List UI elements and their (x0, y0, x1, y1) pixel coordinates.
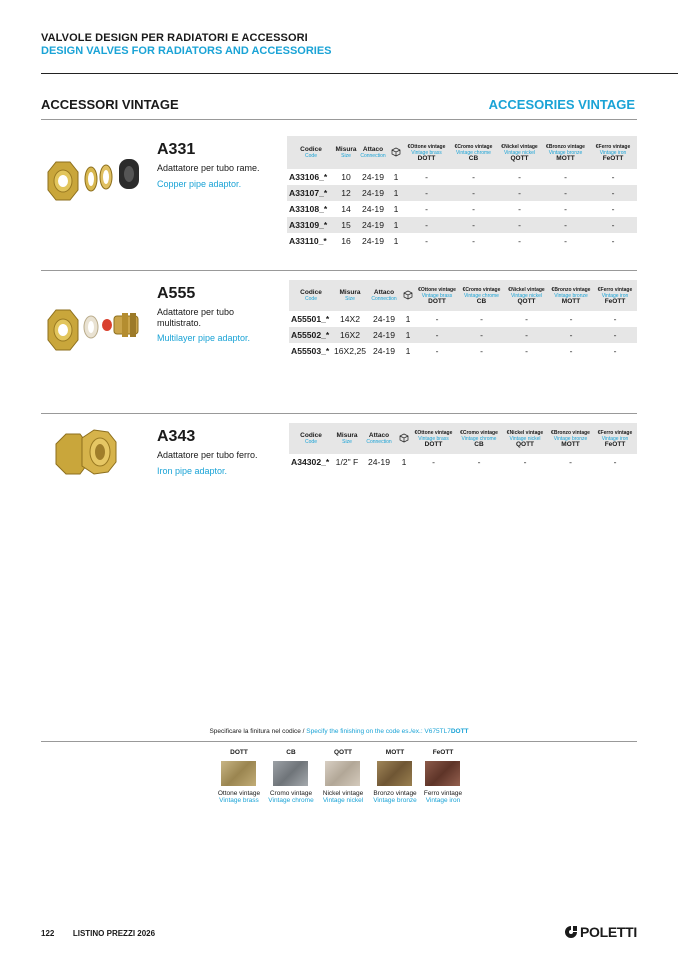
col-connection: Attaco Connection (361, 423, 397, 454)
table-header-row (287, 136, 637, 169)
footer-title: LISTINO PREZZI 2026 (72, 929, 156, 938)
col-finish-cb: €Cromo vintage Vintage chrome CB (459, 280, 504, 311)
finish-swatch-qott: QOTT Nickel vintage Vintage nickel (322, 749, 364, 804)
table-row: A33108_* 14 24-19 1 - - - - - (289, 204, 615, 214)
col-finish-dott: €Ottone vintage Vintage brass DOTT (415, 280, 459, 311)
product-image-a343 (52, 428, 120, 485)
product-image-a555 (44, 298, 149, 365)
col-connection: Attaco Connection (357, 136, 389, 169)
table-header-row (289, 423, 637, 454)
price-table-a555 (289, 280, 637, 359)
col-size: Misura Size (335, 136, 357, 169)
finish-swatches (211, 749, 471, 809)
finish-swatch-cb: CB Cromo vintage Vintage chrome (268, 749, 314, 804)
section-divider (41, 119, 637, 120)
col-finish-mott: €Bronzo vintage Vintage bronze MOTT (548, 423, 593, 454)
col-finish-cb: €Cromo vintage Vintage chrome CB (450, 136, 497, 169)
col-finish-dott: €Ottone vintage Vintage brass DOTT (411, 423, 456, 454)
header-title-it: VALVOLE DESIGN PER RADIATORI E ACCESSORI (41, 32, 308, 44)
table-row: A55501_* 14X2 24-19 1 - - - - - (291, 314, 617, 324)
finish-note: Specificare la finitura nel codice / Specify the finishing on the code es./ex.: V675TL7DOTT (209, 728, 469, 735)
col-size: Misura Size (333, 280, 367, 311)
footer-info (41, 929, 155, 938)
product-image-a331 (44, 150, 149, 215)
table-row: A55502_* 16X2 24-19 1 - - - - - (289, 327, 637, 343)
col-finish-mott: €Bronzo vintage Vintage bronze MOTT (549, 280, 593, 311)
product-desc-it-a331: Adattatore per tubo rame. (157, 163, 260, 173)
col-finish-qott: €Nickel vintage Vintage nickel QOTT (497, 136, 542, 169)
finish-swatch-feott: FeOTT Ferro vintage Vintage iron (423, 749, 463, 804)
col-code: Codice Code (289, 423, 333, 454)
product-divider (41, 270, 637, 271)
col-finish-qott: €Nickel vintage Vintage nickel QOTT (502, 423, 548, 454)
table-row: A33107_* 12 24-19 1 - - - - - (287, 185, 637, 201)
table-row: A33106_* 10 24-19 1 - - - - - (289, 172, 615, 182)
table-row: A33110_* 16 24-19 1 - - - - - (289, 236, 615, 246)
product-desc-it-a343: Adattatore per tubo ferro. (157, 450, 258, 460)
header-title-en: DESIGN VALVES FOR RADIATORS AND ACCESSORIES (41, 45, 332, 57)
col-size: Misura Size (333, 423, 361, 454)
packaging-icon (401, 280, 415, 311)
product-divider (41, 413, 637, 414)
header-divider (41, 73, 678, 74)
table-row: A33109_* 15 24-19 1 - - - - - (287, 217, 637, 233)
col-connection: Attaco Connection (367, 280, 401, 311)
page-number: 122 (41, 929, 55, 938)
price-table-a331 (287, 136, 637, 249)
section-title-en: ACCESORIES VINTAGE (488, 97, 635, 112)
packaging-icon (389, 136, 403, 169)
product-desc-en-a331: Copper pipe adaptor. (157, 179, 242, 189)
col-finish-qott: €Nickel vintage Vintage nickel QOTT (504, 280, 549, 311)
finish-swatch-dott: DOTT Ottone vintage Vintage brass (217, 749, 261, 804)
col-finish-cb: €Cromo vintage Vintage chrome CB (456, 423, 502, 454)
col-code: Codice Code (287, 136, 335, 169)
product-desc-it-a555: Adattatore per tubo multistrato. (157, 307, 235, 328)
product-code-a555: A555 (157, 285, 196, 302)
col-finish-feott: €Ferro vintage Vintage iron FeOTT (589, 136, 637, 169)
table-row: A34302_* 1/2" F 24-19 1 - - - - - (291, 457, 617, 467)
product-code-a343: A343 (157, 428, 196, 445)
product-desc-en-a555: Multilayer pipe adaptor. (157, 333, 251, 343)
col-finish-feott: €Ferro vintage Vintage iron FeOTT (593, 423, 637, 454)
section-title-it: ACCESSORI VINTAGE (41, 97, 179, 112)
col-finish-dott: €Ottone vintage Vintage brass DOTT (403, 136, 450, 169)
col-finish-mott: €Bronzo vintage Vintage bronze MOTT (542, 136, 589, 169)
product-code-a331: A331 (157, 141, 196, 158)
brand-logo: POLETTI (564, 924, 637, 942)
price-table-a343 (289, 423, 637, 470)
col-code: Codice Code (289, 280, 333, 311)
table-row: A55503_* 16X2,25 24-19 1 - - - - - (291, 346, 617, 356)
finish-divider (41, 741, 637, 742)
logo-mark-icon (564, 925, 578, 942)
finish-swatch-mott: MOTT Bronzo vintage Vintage bronze (373, 749, 417, 804)
product-desc-en-a343: Iron pipe adaptor. (157, 466, 228, 476)
table-header-row (289, 280, 637, 311)
packaging-icon (397, 423, 411, 454)
col-finish-feott: €Ferro vintage Vintage iron FeOTT (593, 280, 637, 311)
